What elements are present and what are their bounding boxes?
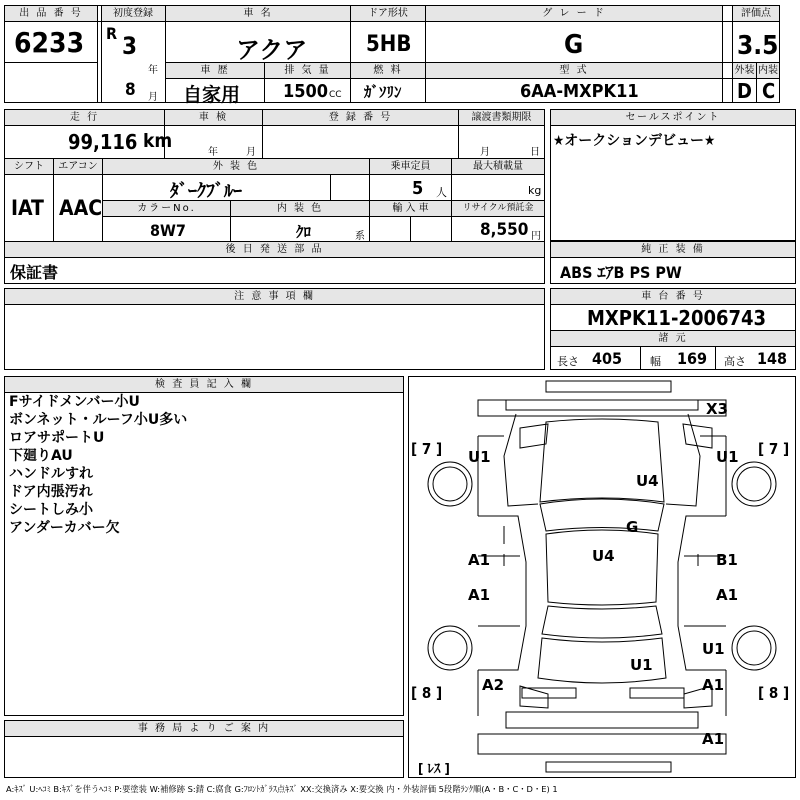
grade-header: グ レ ー ド	[426, 6, 722, 21]
model-value: 6AA-MXPK11	[520, 81, 639, 102]
month-value: 8	[125, 80, 136, 100]
height-value: 148	[757, 349, 788, 368]
displacement-header: 排 気 量	[265, 63, 350, 78]
aircon-value: AAC	[59, 196, 103, 220]
inspector-note-line: 下廻りAU	[9, 448, 73, 464]
color-no-value: 8W7	[150, 221, 186, 240]
damage-mark: U1	[716, 448, 739, 466]
genuine-header: 純 正 装 備	[551, 242, 795, 257]
sales-point-value: ★オークションデビュー★	[553, 133, 716, 149]
transfer-month-unit: 月	[480, 147, 490, 158]
grade-value: G	[564, 30, 584, 60]
tire-rear-right-label: [ 8 ]	[758, 684, 790, 702]
displacement-value: 1500	[283, 81, 329, 102]
history-value: 自家用	[183, 84, 241, 106]
later-parts-header: 後 日 発 送 部 品	[5, 242, 544, 257]
chassis-value: MXPK11-2006743	[587, 306, 767, 330]
ext-color-header: 外 装 色	[103, 159, 369, 174]
import-header: 輸 入 車	[370, 201, 451, 216]
tire-front-left-label: [ 7 ]	[411, 440, 443, 458]
year-unit: 年	[148, 65, 158, 76]
tire-front-right-label: [ 7 ]	[758, 440, 790, 458]
shift-value: IAT	[11, 196, 44, 220]
interior-value: C	[762, 79, 776, 103]
capacity-value: 5	[412, 178, 424, 199]
inspector-note-line: Fサイドメンバー小U	[9, 394, 140, 410]
inspection-year-unit: 年	[208, 147, 218, 158]
transfer-day-unit: 日	[530, 147, 540, 158]
model-header: 型 式	[426, 63, 722, 78]
history-header: 車 歴	[166, 63, 264, 78]
int-color-value: ｸﾛ	[296, 223, 312, 241]
mileage-value: 99,116	[68, 130, 138, 154]
damage-mark: B1	[716, 551, 738, 569]
lot-no-value: 6233	[14, 26, 85, 59]
damage-mark: U1	[468, 448, 491, 466]
reg-no-header: 登 録 番 号	[263, 110, 458, 125]
sales-point-header: セールスポイント	[551, 110, 795, 125]
km-unit: km	[143, 130, 173, 152]
recycle-value: 8,550	[480, 220, 529, 240]
damage-mark: G	[626, 518, 639, 536]
int-color-header: 内 装 色	[231, 201, 369, 216]
fuel-header: 燃 料	[351, 63, 425, 78]
damage-mark: A2	[482, 676, 505, 694]
notes-header: 注 意 事 項 欄	[5, 289, 544, 304]
tire-rear-left-label: [ 8 ]	[411, 684, 443, 702]
damage-mark: U4	[636, 472, 659, 490]
inspector-note-line: ロアサポートU	[9, 430, 105, 446]
shift-header: シフト	[5, 159, 53, 174]
car-diagram	[408, 376, 796, 778]
mileage-header: 走 行	[5, 110, 164, 125]
recycle-unit: 円	[531, 231, 541, 242]
office-header: 事 務 局 よ り ご 案 内	[5, 721, 403, 736]
width-value: 169	[677, 349, 708, 368]
car-name-value: アクア	[236, 36, 308, 64]
dimensions-header: 諸 元	[551, 331, 795, 346]
first-reg-header: 初度登録	[101, 6, 165, 21]
lot-no-header: 出 品 番 号	[5, 6, 97, 21]
fuel-value: ｶﾞｿﾘﾝ	[364, 83, 402, 101]
damage-mark: U4	[592, 547, 615, 565]
spare-tire-label: [ ﾚｽ ]	[418, 762, 450, 777]
inspector-notes-list	[9, 393, 187, 537]
later-parts-value: 保証書	[10, 263, 59, 282]
length-label: 長さ	[557, 355, 579, 368]
sales-point-block	[550, 109, 796, 241]
max-load-header: 最大積載量	[452, 159, 544, 174]
score-value: 3.5	[737, 31, 779, 61]
car-name-header: 車 名	[166, 6, 350, 21]
capacity-header: 乗車定員	[370, 159, 451, 174]
damage-mark: A1	[716, 586, 739, 604]
inspector-header: 検 査 員 記 入 欄	[5, 377, 403, 392]
door-header: ドア形状	[351, 6, 425, 21]
inspector-note-line: ボンネット・ルーフ小U多い	[9, 412, 188, 428]
max-load-unit: kg	[528, 184, 542, 197]
inspector-note-line: アンダーカバー欠	[9, 520, 120, 536]
inspector-note-line: ハンドルすれ	[9, 466, 93, 482]
chassis-header: 車 台 番 号	[551, 289, 795, 304]
recycle-header: リサイクル預託金	[452, 201, 544, 216]
exterior-header: 外装	[734, 65, 755, 76]
month-unit: 月	[148, 92, 158, 103]
legend-text: A:ｷｽﾞ U:ﾍｺﾐ B:ｷｽﾞを伴うﾍｺﾐ P:要塗装 W:補修跡 S:錆 C:腐食 G:ﾌﾛﾝﾄｶﾞﾗｽ点ｷｽﾞ XX:交換済み X:要交換 内・外装評価 5段階ﾗﾝｸ順(A・B・C・D・E) 1	[6, 784, 558, 794]
year-value: 3	[122, 32, 138, 60]
capacity-unit: 人	[436, 186, 447, 199]
exterior-value: D	[737, 79, 752, 103]
width-label: 幅	[650, 355, 661, 368]
damage-mark: A1	[468, 586, 491, 604]
inspection-month-unit: 月	[246, 147, 256, 158]
damage-mark: A1	[468, 551, 491, 569]
inspector-note-line: シートしみ小	[9, 502, 93, 518]
color-no-header: カラーNo.	[103, 201, 230, 216]
transfer-header: 譲渡書類期限	[459, 110, 544, 125]
ext-color-value: ﾀﾞｰｸﾌﾞﾙｰ	[170, 181, 242, 202]
damage-mark: X3	[706, 400, 729, 418]
aircon-header: エアコン	[54, 159, 102, 174]
damage-mark: A1	[702, 676, 725, 694]
cc-unit: CC	[329, 90, 342, 100]
door-value: 5HB	[366, 32, 412, 57]
inspector-note-line: ドア内張汚れ	[9, 484, 93, 500]
length-value: 405	[592, 349, 623, 368]
int-color-unit: 系	[355, 231, 365, 242]
score-header: 評価点	[733, 6, 779, 21]
damage-mark: A1	[702, 730, 725, 748]
height-label: 高さ	[724, 355, 746, 368]
era-value: R	[106, 24, 118, 43]
damage-mark: U1	[702, 640, 725, 658]
interior-header: 内装	[758, 65, 778, 76]
inspection-header: 車 検	[165, 110, 262, 125]
genuine-value: ABS ｴｱB PS PW	[560, 263, 682, 282]
damage-mark: U1	[630, 656, 653, 674]
